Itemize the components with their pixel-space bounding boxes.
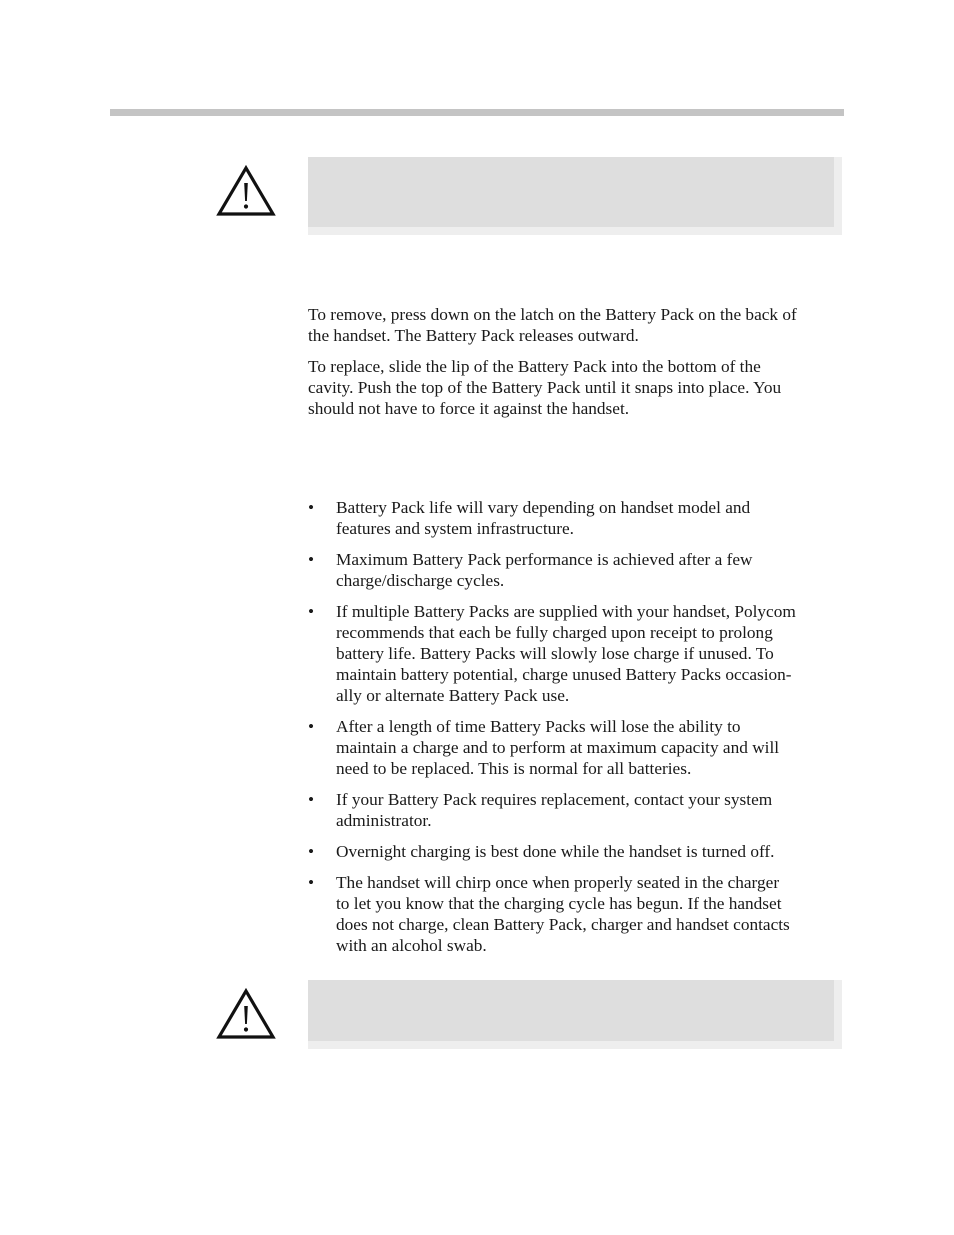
bullet-line: charge/discharge cycles. bbox=[336, 571, 505, 590]
bullet-line: After a length of time Battery Packs will lose the ability to bbox=[336, 717, 741, 736]
bullet-line: features and system infrastructure. bbox=[336, 519, 575, 538]
bullet-line: administrator. bbox=[336, 811, 432, 830]
bullet-icon: • bbox=[308, 717, 315, 736]
list-item bbox=[308, 841, 848, 862]
remove-line: the handset. The Battery Pack releases outward. bbox=[308, 326, 639, 345]
list-item bbox=[308, 549, 848, 591]
replace-line: cavity. Push the top of the Battery Pack until it snaps into place. You bbox=[308, 378, 782, 397]
bullet-icon: • bbox=[308, 842, 315, 861]
replace-line: To replace, slide the lip of the Battery Pack into the bottom of the bbox=[308, 357, 761, 376]
bullet-icon: • bbox=[308, 550, 315, 569]
list-item bbox=[308, 716, 848, 779]
battery-tips-list bbox=[308, 497, 848, 966]
bullet-line: maintain a charge and to perform at maximum capacity and will bbox=[336, 738, 780, 757]
bullet-line: If your Battery Pack requires replacement, contact your system bbox=[336, 790, 773, 809]
bullet-line: with an alcohol swab. bbox=[336, 936, 487, 955]
bullet-line: Maximum Battery Pack performance is achieved after a few bbox=[336, 550, 753, 569]
bullet-line: need to be replaced. This is normal for all batteries. bbox=[336, 759, 692, 778]
bullet-line: recommends that each be fully charged upon receipt to prolong bbox=[336, 623, 773, 642]
remove-line: To remove, press down on the latch on the Battery Pack on the back of bbox=[308, 305, 797, 324]
warning-triangle-icon bbox=[216, 988, 276, 1040]
warning-triangle-icon bbox=[216, 165, 276, 217]
header-rule bbox=[110, 109, 844, 116]
replace-line: should not have to force it against the handset. bbox=[308, 399, 630, 418]
bullet-line: to let you know that the charging cycle has begun. If the handset bbox=[336, 894, 782, 913]
bullet-icon: • bbox=[308, 873, 315, 892]
replace-paragraph bbox=[308, 356, 848, 419]
bullet-line: ally or alternate Battery Pack use. bbox=[336, 686, 570, 705]
bullet-line: If multiple Battery Packs are supplied with your handset, Polycom bbox=[336, 602, 796, 621]
bullet-icon: • bbox=[308, 498, 315, 517]
list-item bbox=[308, 497, 848, 539]
caution-box-bottom bbox=[308, 980, 842, 1049]
bullet-line: battery life. Battery Packs will slowly lose charge if unused. To bbox=[336, 644, 774, 663]
list-item bbox=[308, 601, 848, 706]
bullet-line: Overnight charging is best done while the handset is turned off. bbox=[336, 842, 775, 861]
bullet-line: does not charge, clean Battery Pack, charger and handset contacts bbox=[336, 915, 790, 934]
remove-paragraph bbox=[308, 304, 848, 346]
list-item bbox=[308, 872, 848, 956]
bullet-icon: • bbox=[308, 790, 315, 809]
caution-box-top bbox=[308, 157, 842, 235]
list-item bbox=[308, 789, 848, 831]
bullet-icon: • bbox=[308, 602, 315, 621]
bullet-line: The handset will chirp once when properly seated in the charger bbox=[336, 873, 780, 892]
bullet-line: Battery Pack life will vary depending on handset model and bbox=[336, 498, 751, 517]
bullet-line: maintain battery potential, charge unused Battery Packs occasion- bbox=[336, 665, 792, 684]
